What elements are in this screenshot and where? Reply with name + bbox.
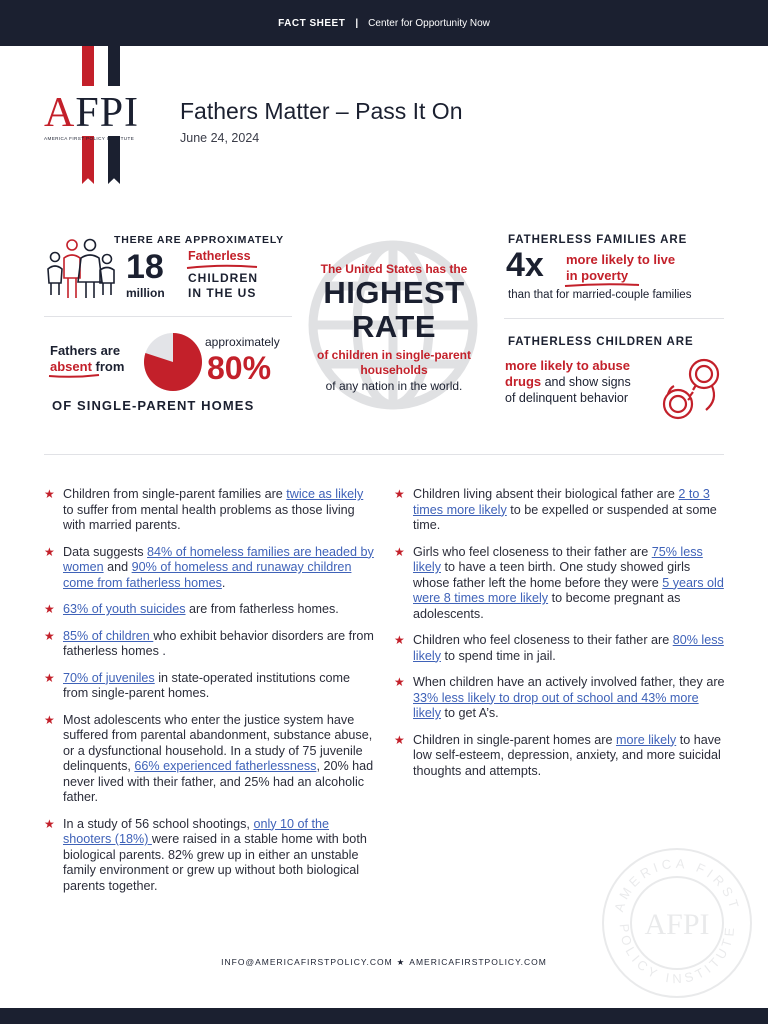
logo-subtitle: AMERICA FIRST POLICY INSTITUTE [44,136,135,141]
list-item: ★ 85% of children who exhibit behavior disorders are from fatherless homes . [44,628,374,658]
left-bullet-list [44,487,376,905]
website-link[interactable]: AMERICAFIRSTPOLICY.COM [409,957,547,967]
stat-drugs-line3: of delinquent behavior [505,391,629,405]
stat-drugs-label: FATHERLESS CHILDREN ARE [508,336,694,348]
header-separator: | [355,17,359,29]
stat-poverty-red2: in poverty [566,268,629,283]
page-date: June 24, 2024 [180,131,260,145]
source-link[interactable]: 84% of homeless families are headed by women [63,544,374,574]
stat-children-number: 18 [126,248,164,286]
logo-wordmark: AFPI [44,90,140,136]
stat-poverty-number: 4x [506,246,544,284]
source-link[interactable]: 63% of youth suicides [63,602,186,616]
brush-underline [48,373,100,379]
stat-rate-rate: RATE [351,309,437,344]
source-link[interactable]: 80% less likely [413,633,724,663]
seal-top-text: AMERICA FIRST [611,855,743,914]
source-link[interactable]: 66% experienced fatherlessness [134,759,317,773]
stat-children-line1: CHILDREN [188,271,258,285]
source-link[interactable]: twice as likely [286,487,364,501]
list-item: ★ Children in single-parent homes are more likely to have low self-esteem, depression, anxiety, and more suicidal thoughts and attempts. [394,732,722,778]
star-icon: ★ [44,712,55,727]
fact-sheet-label: FACT SHEET [278,17,346,29]
divider [44,316,292,317]
stat-rate-red: of children in single-parent households [316,348,471,377]
stat-highest-rate [298,262,490,393]
stat-drugs-text [505,358,675,406]
stat-drugs-red1: more likely to abuse [505,358,630,373]
stat-rate-post: of any nation in the world. [325,379,463,393]
source-link[interactable]: 70% of juveniles [63,670,155,685]
brush-underline [186,264,258,270]
stat-rate-pre: The United States has the [320,262,468,276]
divider [44,454,724,455]
top-banner [0,0,768,46]
star-icon: ★ [394,675,405,689]
stat-absent-rest: from [91,359,125,374]
bottom-banner [0,1008,768,1024]
seal-bottom-text: POLICY INSTITUTE [616,923,738,987]
stat-percent: 80% [207,350,272,386]
stat-children-highlight: Fatherless [188,249,251,263]
afpi-logo [44,92,158,141]
seal-center-text: AFPI [644,908,710,941]
list-item: ★ 70% of juveniles in state-operated institutions come from single-parent homes. [44,670,351,700]
stat-children-text [188,271,258,301]
source-link[interactable]: more likely [616,732,677,747]
source-link[interactable]: 90% of homeless and runaway children come from fatherless homes [63,560,352,590]
list-item: ★ Most adolescents who enter the justice system have suffered from parental abandonment, substance abuse, or a dysfunctional household. In a study of 75 juvenile delinquents, 66% experienced fatherlessness, 20% had never lived with their father, and 25% had an alcoholic father. [44,712,374,804]
source-link[interactable]: 85% of children [63,628,154,643]
list-item: ★ Girls who feel closeness to their father are 75% less likely to have a teen birth. One study showed girls whose father left the home before they were 5 years old were 8 times more likely to become pregnant as adolescents. [394,544,724,621]
org-name: Center for Opportunity Now [368,17,490,29]
stat-drugs-rest: and show signs [541,375,631,389]
list-item: ★ Data suggests 84% of homeless families are headed by women and 90% of homeless and runaway children come from fatherless homes. [44,544,374,590]
right-bullet-list [394,487,728,790]
stat-drugs-red2: drugs [505,374,542,389]
stat-poverty-red [566,252,675,284]
stat-children-line2: IN THE US [188,286,257,300]
source-link[interactable]: only 10 of the shooters (18%) [63,816,330,846]
stat-absent-red: absent [50,359,92,374]
star-icon: ★ [44,670,55,685]
star-icon: ★ [44,487,55,501]
pie-chart-icon [143,332,203,392]
stat-absent-text [50,343,124,375]
ribbon-navy-top [108,46,120,86]
star-icon: ★ [44,602,55,616]
handcuffs-icon [660,354,724,422]
source-link[interactable]: 2 to 3 times more likely [413,487,710,517]
source-link[interactable]: 33% less likely to drop out of school and 43% more likely [413,690,699,720]
stat-absent-line1: Fathers are [50,343,121,358]
ribbon-red-bottom [82,136,94,184]
star-icon: ★ [394,732,405,747]
afpi-seal-watermark [600,846,754,1000]
star-icon: ★ [394,633,405,647]
star-icon: ★ [396,957,406,967]
stat-approx-label: approximately [205,335,280,349]
list-item: ★ 63% of youth suicides are from fatherless homes. [44,602,339,616]
stat-poverty-sub: than that for married-couple families [508,289,692,301]
star-icon: ★ [44,816,55,831]
stat-poverty-red1: more likely to live [566,252,676,267]
list-item: ★ Children living absent their biological father are 2 to 3 times more likely to be expelled or suspended at some time. [394,487,717,532]
star-icon: ★ [44,544,55,559]
stat-children-label: THERE ARE APPROXIMATELY [114,234,284,246]
source-link[interactable]: 75% less likely [413,544,703,574]
star-icon: ★ [394,487,405,501]
stat-children-unit: million [126,286,165,300]
divider [504,318,724,319]
family-icon [44,236,118,300]
stat-rate-highest: HIGHEST [323,275,465,310]
list-item: ★ Children from single-parent families are twice as likely to suffer from mental health problems as those living with married parents. [44,487,364,532]
list-item: ★ Children who feel closeness to their father are 80% less likely to spend time in jail. [394,633,724,663]
ribbon-navy-bottom [108,136,120,184]
stat-single-parent-label: OF SINGLE-PARENT HOMES [52,398,255,413]
ribbon-red-top [82,46,94,86]
list-item: ★ When children have an actively involved father, they are 33% less likely to drop out of school and 43% more likely to get A’s. [394,675,725,720]
star-icon: ★ [394,544,405,559]
star-icon: ★ [44,628,55,643]
page-title: Fathers Matter – Pass It On [180,98,463,124]
brush-underline [564,282,640,288]
email-link[interactable]: INFO@AMERICAFIRSTPOLICY.COM [221,957,393,967]
source-link[interactable]: 5 years old were 8 times more likely [413,575,724,605]
list-item: ★ In a study of 56 school shootings, only 10 of the shooters (18%) were raised in a stable home with both biological parents. 82% grew up in either an unstable family environment or grew up without both biological parents together. [44,816,367,893]
stat-poverty-label: FATHERLESS FAMILIES ARE [508,234,688,246]
